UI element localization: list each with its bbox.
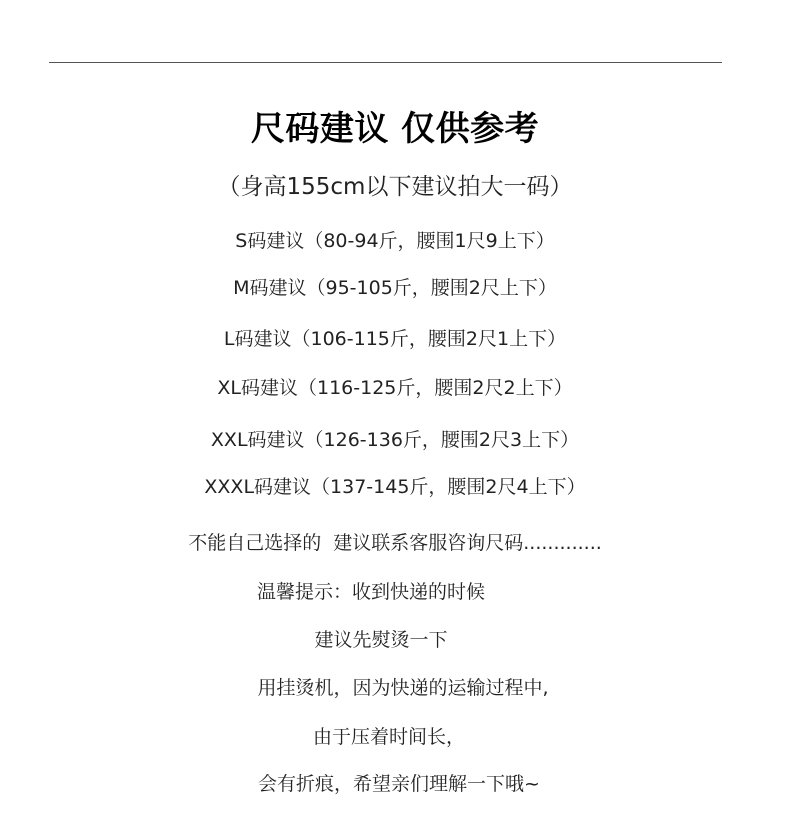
size-suggestion-m: M码建议（95-105斤，腰围2尺上下） bbox=[233, 277, 557, 299]
size-suggestion-xxxl: XXXL码建议（137-145斤，腰围2尺4上下） bbox=[204, 476, 586, 498]
customer-service-note: 不能自己选择的 建议联系客服咨询尺码............. bbox=[188, 532, 602, 554]
tip-line-4: 由于压着时间长， bbox=[312, 726, 465, 748]
size-suggestion-xl: XL码建议（116-125斤，腰围2尺2上下） bbox=[217, 377, 573, 399]
size-suggestion-xxl: XXL码建议（126-136斤，腰围2尺3上下） bbox=[210, 429, 580, 451]
top-divider bbox=[49, 62, 722, 63]
page-subtitle: （身高155cm以下建议拍大一码） bbox=[217, 174, 573, 200]
page-title: 尺码建议 仅供参考 bbox=[250, 109, 540, 149]
size-suggestion-l: L码建议（106-115斤，腰围2尺1上下） bbox=[223, 328, 567, 350]
tip-line-1: 温馨提示：收到快递的时候 bbox=[256, 581, 485, 603]
size-suggestion-s: S码建议（80-94斤，腰围1尺9上下） bbox=[235, 230, 555, 252]
tip-line-3: 用挂烫机，因为快递的运输过程中, bbox=[257, 677, 549, 699]
tip-line-2: 建议先熨烫一下 bbox=[314, 629, 448, 651]
tip-line-5: 会有折痕，希望亲们理解一下哦~ bbox=[258, 773, 540, 795]
